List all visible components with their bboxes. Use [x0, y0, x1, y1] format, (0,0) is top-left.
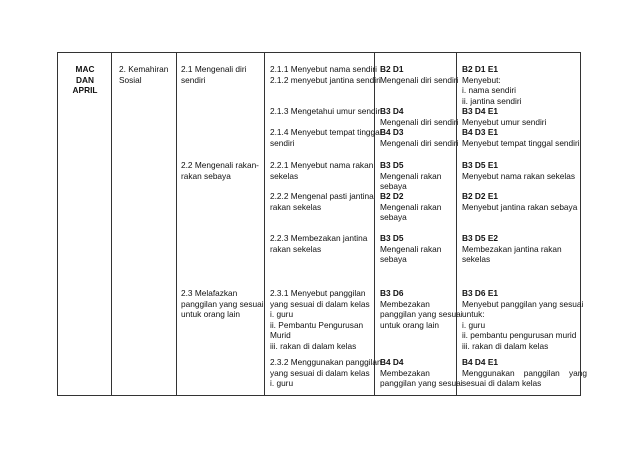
- learning-standard-line: rakan sekelas: [270, 201, 322, 212]
- standard-line: 2. Kemahiran: [119, 64, 169, 74]
- evidence-line: Menggunakan panggilan yang: [462, 367, 588, 378]
- band-line: sebaya: [380, 254, 407, 265]
- band-line: Mengenali diri sendiri: [380, 74, 459, 85]
- band-line: sebaya: [380, 181, 407, 192]
- band-code: B3 D4: [380, 106, 404, 116]
- band-cell: [380, 106, 458, 127]
- evidence-line: ii. jantina sendiri: [462, 95, 522, 106]
- band-cell: [380, 64, 458, 85]
- sub-standard-line: rakan sebaya: [181, 170, 231, 181]
- band-line: panggilan yang sesuai: [380, 378, 463, 389]
- band-code: B3 D5: [380, 233, 404, 243]
- evidence-code: B4 D4 E1: [462, 357, 498, 367]
- band-code: B2 D1: [380, 64, 404, 74]
- column-divider: [111, 53, 112, 395]
- sub-standard-line: panggilan yang sesuai: [181, 298, 264, 309]
- evidence-line: Menyebut panggilan yang sesuai: [462, 298, 584, 309]
- learning-standard-line: 2.3.1 Menyebut panggilan: [270, 288, 366, 298]
- learning-standard-line: iii. rakan di dalam kelas: [270, 340, 357, 351]
- band-line: Membezakan: [380, 367, 430, 378]
- learning-standard-line: i. guru: [270, 378, 294, 389]
- band-line: sebaya: [380, 212, 407, 223]
- evidence-cell: [462, 160, 575, 181]
- learning-standard-line: 2.1.3 Mengetahui umur sendiri: [270, 106, 383, 116]
- column-divider: [176, 53, 177, 395]
- evidence-code: B2 D2 E1: [462, 191, 498, 201]
- sub-standard-line: 2.1 Mengenali diri: [181, 64, 247, 74]
- evidence-line: i. nama sendiri: [462, 85, 516, 96]
- band-code: B3 D5: [380, 160, 404, 170]
- evidence-line: ii. pembantu pengurusan murid: [462, 330, 577, 341]
- learning-standard-line: rakan sekelas: [270, 243, 322, 254]
- learning-standard-line: 2.2.3 Membezakan jantina: [270, 233, 368, 243]
- band-line: Membezakan: [380, 298, 430, 309]
- evidence-cell: [462, 233, 562, 265]
- sub-standard-cell: [181, 160, 259, 181]
- learning-standard-cell: [270, 160, 373, 181]
- sub-standard-line: sendiri: [181, 74, 206, 85]
- evidence-cell: [462, 191, 577, 212]
- evidence-code: B3 D4 E1: [462, 106, 498, 116]
- evidence-line: Membezakan jantina rakan: [462, 243, 562, 254]
- learning-standard-line: i. guru: [270, 309, 294, 320]
- learning-standard-line: 2.1.1 Menyebut nama sendiri: [270, 64, 378, 74]
- month-line: APRIL: [72, 85, 98, 96]
- evidence-line: sekelas: [462, 254, 491, 265]
- band-cell: [380, 127, 458, 148]
- learning-standard-line: sendiri: [270, 137, 295, 148]
- band-code: B4 D3: [380, 127, 404, 137]
- learning-standard-cell: [270, 233, 367, 254]
- month-line: MAC: [75, 64, 95, 74]
- evidence-line: Menyebut:: [462, 74, 501, 85]
- evidence-code: B3 D6 E1: [462, 288, 498, 298]
- learning-standard-line: Murid: [270, 330, 291, 341]
- evidence-cell: [462, 106, 546, 127]
- learning-standard-cell: [270, 106, 382, 117]
- band-line: Mengenali rakan: [380, 170, 442, 181]
- learning-standard-line: yang sesuai di dalam kelas: [270, 298, 370, 309]
- learning-standard-line: 2.2.1 Menyebut nama rakan: [270, 160, 374, 170]
- evidence-line: i. guru: [462, 319, 486, 330]
- evidence-line: Menyebut umur sendiri: [462, 116, 547, 127]
- band-line: Mengenali rakan: [380, 201, 442, 212]
- sub-standard-line: untuk orang lain: [181, 309, 241, 320]
- column-divider: [374, 53, 375, 395]
- evidence-cell: [462, 288, 583, 352]
- band-line: untuk orang lain: [380, 319, 440, 330]
- evidence-code: B4 D3 E1: [462, 127, 498, 137]
- learning-standard-line: 2.2.2 Mengenal pasti jantina: [270, 191, 374, 201]
- band-line: Mengenali rakan: [380, 243, 442, 254]
- learning-standard-cell: [270, 191, 374, 212]
- band-cell: [380, 160, 441, 192]
- column-divider: [456, 53, 457, 395]
- band-cell: [380, 233, 441, 265]
- learning-standard-line: 2.1.2 menyebut jantina sendiri: [270, 74, 381, 85]
- standard-line: Sosial: [119, 74, 142, 85]
- learning-standard-line: yang sesuai di dalam kelas: [270, 367, 370, 378]
- sub-standard-cell: [181, 288, 264, 320]
- evidence-cell: [462, 127, 580, 148]
- band-code: B4 D4: [380, 357, 404, 367]
- band-code: B3 D6: [380, 288, 404, 298]
- learning-standard-line: ii. Pembantu Pengurusan: [270, 319, 364, 330]
- band-line: Mengenali diri sendiri: [380, 137, 459, 148]
- evidence-line: Menyebut jantina rakan sebaya: [462, 201, 578, 212]
- learning-standard-cell: [270, 288, 370, 352]
- evidence-code: B3 D5 E2: [462, 233, 498, 243]
- band-cell: [380, 191, 441, 223]
- evidence-line: iii. rakan di dalam kelas: [462, 340, 549, 351]
- learning-standard-cell: [270, 357, 382, 389]
- learning-standard-cell: [270, 64, 381, 85]
- sub-standard-line: 2.2 Mengenali rakan-: [181, 160, 259, 170]
- evidence-line: sesuai di dalam kelas: [462, 378, 542, 389]
- evidence-code: B3 D5 E1: [462, 160, 498, 170]
- learning-standard-line: sekelas: [270, 170, 299, 181]
- learning-standard-line: 2.3.2 Menggunakan panggilan: [270, 357, 382, 367]
- band-cell: [380, 288, 463, 330]
- evidence-line: untuk:: [462, 309, 485, 320]
- month-cell: [60, 64, 110, 96]
- learning-standard-cell: [270, 127, 382, 148]
- sub-standard-line: 2.3 Melafazkan: [181, 288, 238, 298]
- sub-standard-cell: [181, 64, 247, 85]
- content-standard-cell: [119, 64, 168, 85]
- evidence-cell: [462, 357, 587, 389]
- column-divider: [264, 53, 265, 395]
- evidence-cell: [462, 64, 522, 106]
- evidence-code: B2 D1 E1: [462, 64, 498, 74]
- band-line: panggilan yang sesuai: [380, 309, 463, 320]
- band-line: Mengenali diri sendiri: [380, 116, 459, 127]
- band-code: B2 D2: [380, 191, 404, 201]
- evidence-line: Menyebut tempat tinggal sendiri: [462, 137, 580, 148]
- month-line: DAN: [76, 74, 94, 85]
- band-cell: [380, 357, 463, 389]
- evidence-line: Menyebut nama rakan sekelas: [462, 170, 575, 181]
- learning-standard-line: 2.1.4 Menyebut tempat tinggal: [270, 127, 382, 137]
